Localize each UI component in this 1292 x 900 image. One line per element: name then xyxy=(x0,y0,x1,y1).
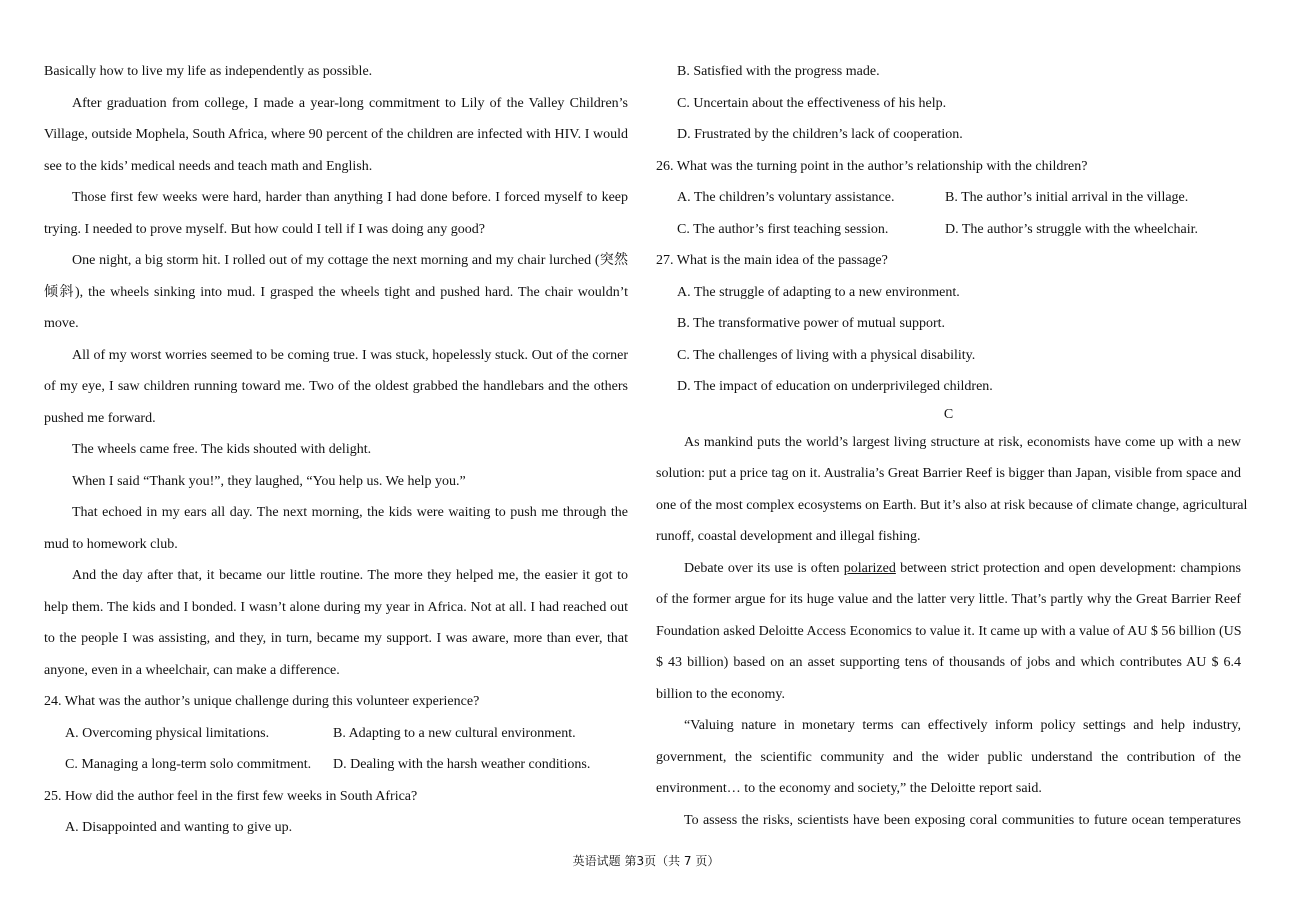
question-25-option-a: A. Disappointed and wanting to give up. xyxy=(65,820,293,835)
passage-line: one of the most complex ecosystems on Earth. But it’s also at risk because of climate change, agricultural xyxy=(656,497,1248,513)
question-27-stem: 27. What is the main idea of the passage? xyxy=(656,253,888,268)
passage-line: runoff, coastal development and illegal fishing. xyxy=(656,529,921,544)
passage-line: $ 43 billion) based on an asset supporting tens of thousands of jobs and which contributes AU $ 6.4 xyxy=(656,655,1241,670)
passage-line xyxy=(656,553,1241,585)
question-24-stem: 24. What was the author’s unique challenge during this volunteer experience? xyxy=(44,694,480,709)
passage-line: Foundation asked Deloitte Access Economics to value it. It came up with a value of AU $ 56 billion (US xyxy=(656,623,1242,639)
question-24-options-ab xyxy=(44,718,628,750)
passage-line: pushed me forward. xyxy=(44,410,156,426)
passage-line: government, the scientific community and the wider public understand the contribution of the xyxy=(656,749,1241,765)
question-25-option-c: C. Uncertain about the effectiveness of his help. xyxy=(677,95,947,111)
passage-line: Village, outside Mophela, South Africa, where 90 percent of the children are infected with HIV. I would xyxy=(44,127,628,142)
question-25-stem: 25. How did the author feel in the first few weeks in South Africa? xyxy=(44,788,418,804)
question-24-option-a: A. Overcoming physical limitations. xyxy=(65,725,270,741)
question-25-option-b: B. Satisfied with the progress made. xyxy=(677,64,880,79)
passage-line: To assess the risks, scientists have been exposing coral communities to future ocean temperatures xyxy=(684,812,1241,828)
passage-line: All of my worst worries seemed to be coming true. I was stuck, hopelessly stuck. Out of the corner xyxy=(72,347,628,363)
passage-line: Basically how to live my life as independently as possible. xyxy=(44,64,373,79)
question-25-option-d: D. Frustrated by the children’s lack of cooperation. xyxy=(677,127,963,142)
question-26-options-cd xyxy=(656,214,1241,246)
question-26-option-b: B. The author’s initial arrival in the village. xyxy=(945,190,1189,205)
question-24-option-d: D. Dealing with the harsh weather conditions. xyxy=(333,757,591,772)
passage-line: When I said “Thank you!”, they laughed, “You help us. We help you.” xyxy=(72,473,466,489)
passage-text: Debate over its use is often xyxy=(684,560,844,576)
question-27-option-d: D. The impact of education on underprivileged children. xyxy=(677,379,993,394)
question-27-option-c: C. The challenges of living with a physical disability. xyxy=(677,347,976,363)
question-26-option-c: C. The author’s first teaching session. xyxy=(677,221,889,237)
passage-line: 倾斜), the wheels sinking into mud. I grasped the wheels tight and pushed hard. The chair wouldn’t xyxy=(44,284,628,300)
left-column xyxy=(44,56,628,844)
passage-line: As mankind puts the world’s largest living structure at risk, economists have come up with a new xyxy=(684,434,1241,450)
passage-line: solution: put a price tag on it. Australia’s Great Barrier Reef is bigger than Japan, visible from space and xyxy=(656,466,1241,481)
question-26-stem: 26. What was the turning point in the author’s relationship with the children? xyxy=(656,158,1088,174)
passage-line: After graduation from college, I made a year-long commitment to Lily of the Valley Children’s xyxy=(72,95,628,111)
underlined-word: polarized xyxy=(843,560,896,576)
passage-line: trying. I needed to prove myself. But how could I tell if I was doing any good? xyxy=(44,221,485,237)
passage-line: help them. The kids and I bonded. I wasn’t alone during my year in Africa. Not at all. I had reached out xyxy=(44,599,628,615)
passage-line: “Valuing nature in monetary terms can effectively inform policy settings and help industry, xyxy=(684,718,1241,733)
question-24-option-b: B. Adapting to a new cultural environment. xyxy=(333,725,576,741)
passage-line: One night, a big storm hit. I rolled out of my cottage the next morning and my chair lurched (突然 xyxy=(72,253,628,268)
question-24-options-cd xyxy=(44,749,628,781)
passage-line: of my eye, I saw children running toward me. Two of the oldest grabbed the handlebars and the others xyxy=(44,379,628,394)
passage-line: billion to the economy. xyxy=(656,686,785,702)
passage-line: mud to homework club. xyxy=(44,536,178,552)
passage-line: That echoed in my ears all day. The next morning, the kids were waiting to push me through the xyxy=(72,505,628,520)
passage-line: environment… to the economy and society,” the Deloitte report said. xyxy=(656,781,1042,796)
right-column xyxy=(656,56,1248,836)
passage-text: between strict protection and open development: champions xyxy=(895,560,1241,576)
section-heading-c: C xyxy=(943,406,954,422)
passage-line: move. xyxy=(44,316,79,331)
passage-line: to the people I was assisting, and they, in turn, became my support. I was aware, more than ever, that xyxy=(44,631,628,646)
question-24-option-c: C. Managing a long-term solo commitment. xyxy=(65,757,312,772)
question-26-option-d: D. The author’s struggle with the wheelchair. xyxy=(945,221,1198,237)
question-27-option-a: A. The struggle of adapting to a new environment. xyxy=(677,284,960,300)
question-26-options-ab xyxy=(656,182,1241,214)
passage-line: anyone, even in a wheelchair, can make a difference. xyxy=(44,662,340,678)
passage-line: Those first few weeks were hard, harder than anything I had done before. I forced myself to keep xyxy=(72,190,628,205)
page-footer: 英语试题 第3页（共 7 页） xyxy=(572,854,720,868)
question-26-option-a: A. The children’s voluntary assistance. xyxy=(677,190,895,205)
passage-line: see to the kids’ medical needs and teach math and English. xyxy=(44,158,373,174)
passage-line: And the day after that, it became our little routine. The more they helped me, the easier it got to xyxy=(72,568,628,583)
question-27-option-b: B. The transformative power of mutual support. xyxy=(677,316,946,331)
passage-line: of the former argue for its huge value and the latter very little. That’s partly why the Great Barrier Reef xyxy=(656,592,1241,607)
passage-line: The wheels came free. The kids shouted with delight. xyxy=(72,442,372,457)
